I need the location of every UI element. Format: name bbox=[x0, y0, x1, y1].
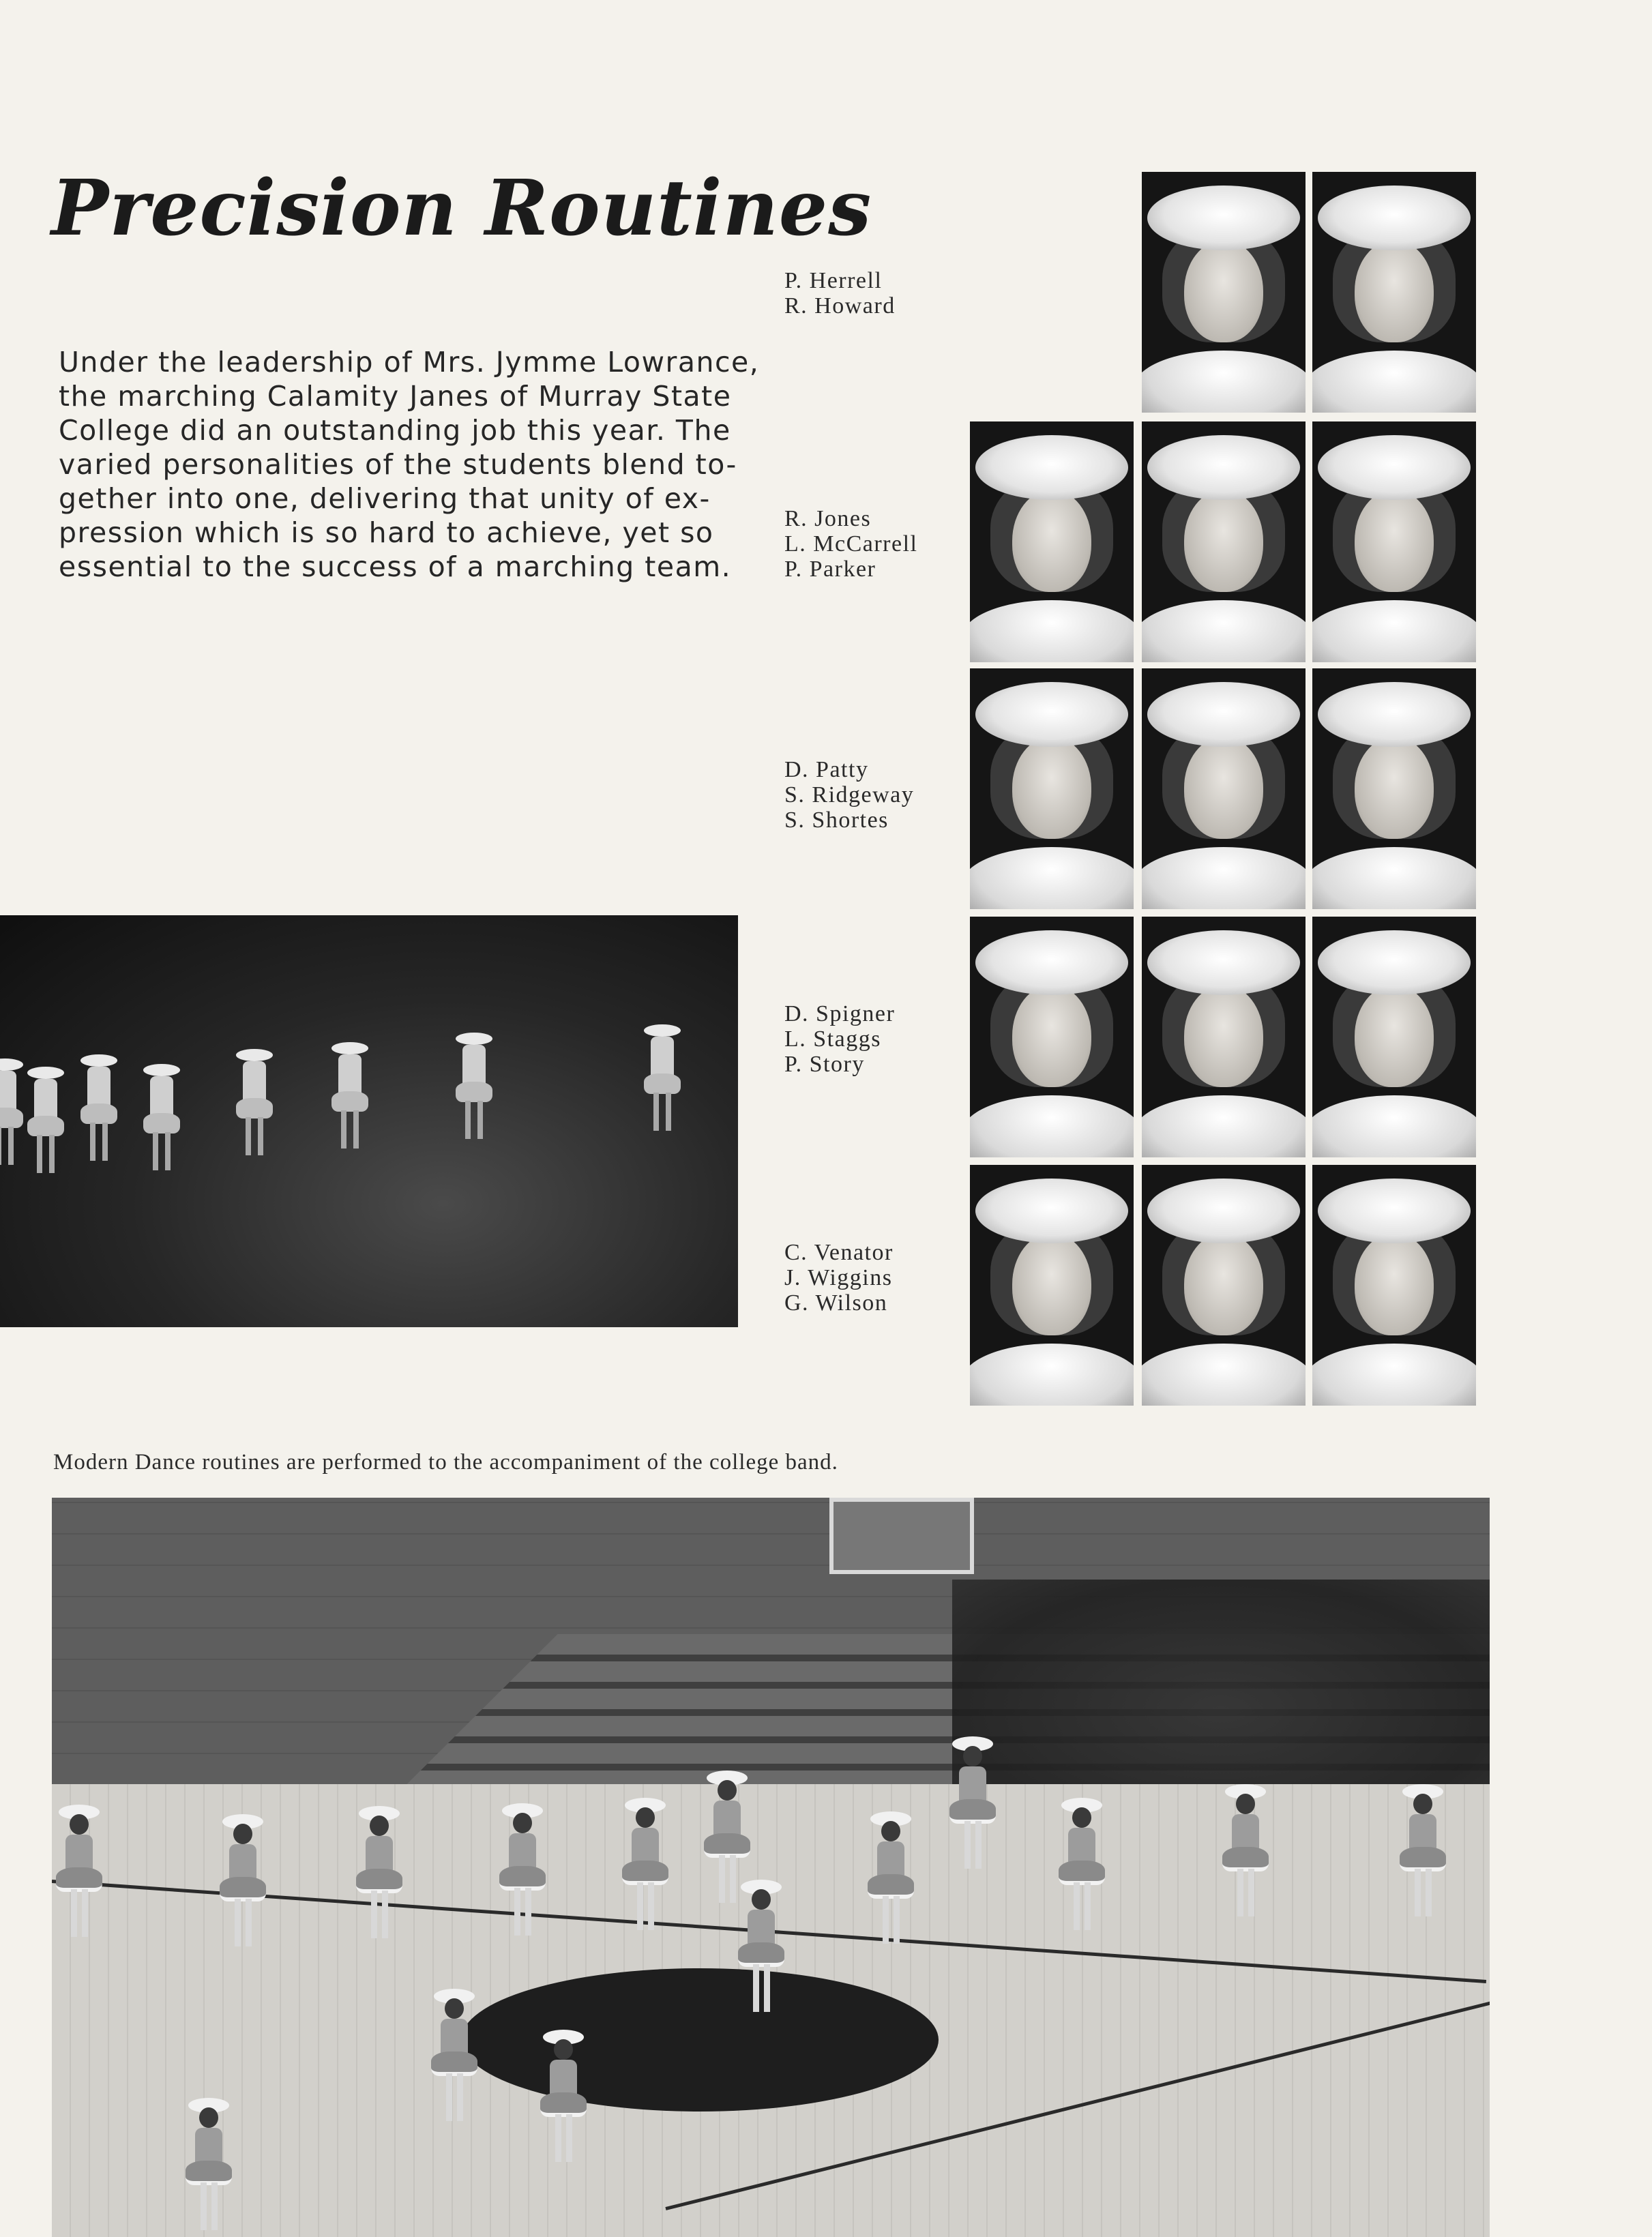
intro-line: varied personalities of the students blend to- bbox=[59, 448, 737, 481]
name-label: D. Spigner bbox=[784, 1001, 896, 1026]
intro-line: Under the leadership of Mrs. Jymme Lowrance, bbox=[59, 346, 760, 379]
portrait-photo bbox=[970, 1165, 1134, 1406]
portrait-row-5-names bbox=[784, 1240, 894, 1316]
page-title: Precision Routines bbox=[51, 164, 872, 253]
portrait-photo bbox=[1312, 421, 1476, 662]
marching-field-photo bbox=[0, 915, 738, 1327]
portrait-photo bbox=[1312, 1165, 1476, 1406]
portrait-photo bbox=[970, 917, 1134, 1157]
name-label: G. Wilson bbox=[784, 1290, 888, 1316]
name-label: R. Howard bbox=[784, 293, 896, 318]
intro-line: gether into one, delivering that unity of ex- bbox=[59, 482, 711, 515]
gymnasium-dance-photo bbox=[52, 1498, 1490, 2237]
portrait-photo bbox=[1142, 1165, 1306, 1406]
portrait-photo bbox=[1312, 668, 1476, 909]
name-label: P. Parker bbox=[784, 557, 876, 582]
name-label: D. Patty bbox=[784, 757, 869, 782]
portrait-photo bbox=[1142, 172, 1306, 413]
portrait-photo bbox=[1142, 421, 1306, 662]
portrait-row-1-names bbox=[784, 268, 896, 318]
portrait-row-2-names bbox=[784, 506, 918, 582]
intro-line: the marching Calamity Janes of Murray State bbox=[59, 380, 732, 413]
portrait-photo bbox=[970, 421, 1134, 662]
intro-line: pression which is so hard to achieve, yet so bbox=[59, 516, 714, 549]
intro-line: essential to the success of a marching team. bbox=[59, 550, 732, 583]
portrait-photo bbox=[1142, 917, 1306, 1157]
center-court-circle bbox=[461, 1968, 939, 2112]
portrait-row-3-names bbox=[784, 757, 914, 833]
name-label: S. Ridgeway bbox=[784, 782, 915, 808]
name-label: P. Herrell bbox=[784, 268, 883, 293]
name-label: L. Staggs bbox=[784, 1026, 881, 1052]
name-label: P. Story bbox=[784, 1052, 865, 1077]
portrait-photo bbox=[1312, 917, 1476, 1157]
name-label: S. Shortes bbox=[784, 808, 889, 833]
portrait-row-4-names bbox=[784, 1001, 895, 1077]
intro-paragraph bbox=[59, 345, 768, 584]
name-label: C. Venator bbox=[784, 1240, 894, 1265]
name-label: J. Wiggins bbox=[784, 1265, 893, 1290]
name-label: L. McCarrell bbox=[784, 531, 918, 557]
portrait-photo bbox=[1142, 668, 1306, 909]
intro-line: College did an outstanding job this year. The bbox=[59, 414, 731, 447]
name-label: R. Jones bbox=[784, 506, 872, 531]
portrait-photo bbox=[970, 668, 1134, 909]
photo-caption: Modern Dance routines are performed to the accompaniment of the college band. bbox=[53, 1450, 838, 1475]
basketball-backboard bbox=[829, 1498, 974, 1574]
portrait-photo bbox=[1312, 172, 1476, 413]
